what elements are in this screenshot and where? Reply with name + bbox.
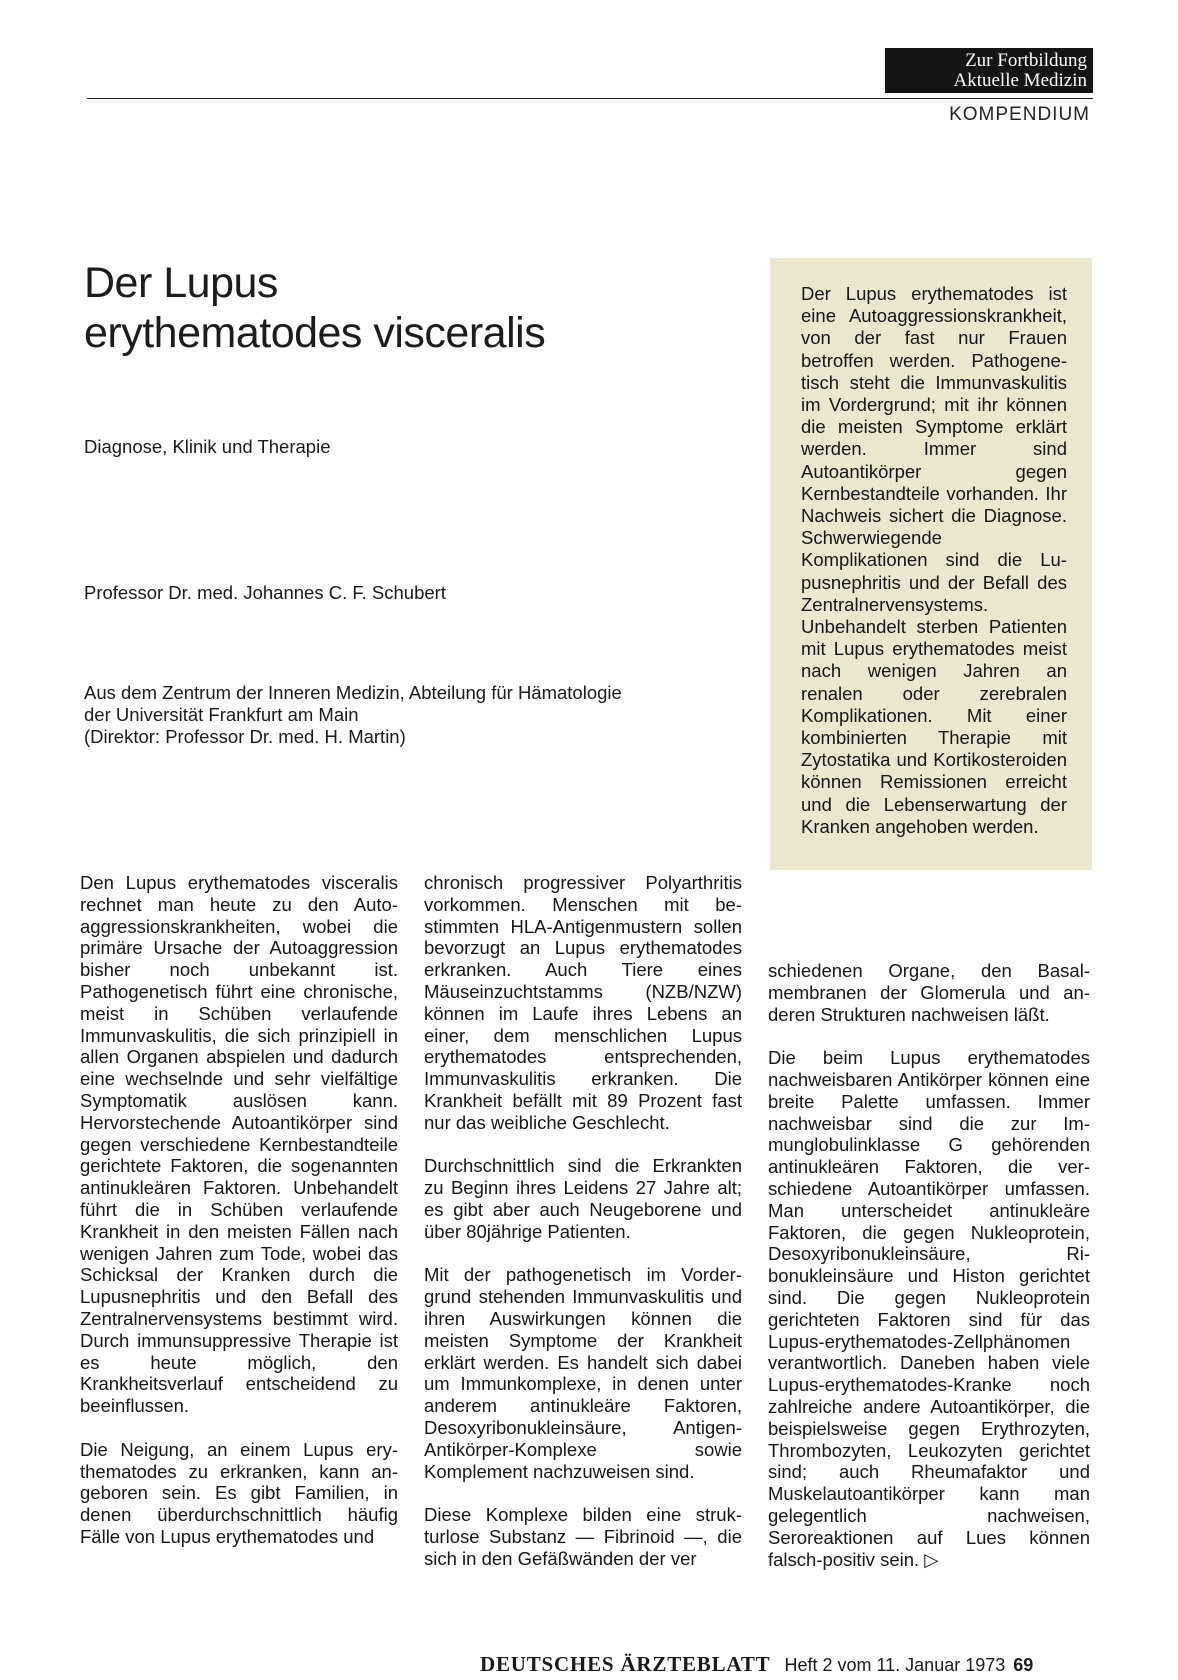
body-paragraph: Die Neigung, an einem Lupus erythematodes zu erkranken, kann angeboren sein. Es gibt Familien, in denen überdurchschnittlich häufig Fälle von Lupus erythematodes und (80, 1438, 398, 1547)
title-line-1: Der Lupus (84, 259, 278, 307)
body-paragraph: Mit der pathogenetisch im Vordergrund stehenden Immunvaskulitis und ihren Auswirkungen können die meisten Symptome der Krankheit erklärt werden. Es handelt sich dabei um Immunkomplexe, in denen unter anderem antinukleäre Faktoren, Desoxyribonukleinsäure, Antigen-Antikörper-Komplexe sowie Komplement nachzuweisen sind. (424, 1264, 742, 1482)
body-column-3 (768, 960, 1090, 1570)
issue-info: Heft 2 vom 11. Januar 1973 (784, 1655, 1006, 1675)
section-label: KOMPENDIUM (949, 104, 1090, 125)
page-footer (480, 1652, 1033, 1677)
body-paragraph: Diese Komplexe bilden eine strukturlose Substanz — Fibrinoid —, die sich in den Gefäßwänden der ver (424, 1504, 742, 1569)
journal-name: DEUTSCHES ÄRZTEBLATT (480, 1652, 771, 1676)
body-paragraph: Durchschnittlich sind die Erkrankten zu Beginn ihres Leidens 27 Jahre alt; es gibt aber auch Neugeborene und über 80jährige Patienten. (424, 1155, 742, 1242)
body-column-2 (424, 872, 742, 1570)
affiliation-line-2: der Universität Frankfurt am Main (84, 704, 359, 725)
body-column-1 (80, 872, 398, 1548)
author-affiliation (84, 682, 622, 748)
author-name: Professor Dr. med. Johannes C. F. Schubert (84, 582, 446, 603)
page-number: 69 (1013, 1655, 1034, 1675)
body-paragraph: schiedenen Organe, den Basalmembranen der Glomerula und anderen Strukturen nachweisen läßt. (768, 960, 1090, 1025)
body-paragraph: Den Lupus erythematodes visceralis rechnet man heute zu den Autoaggressionskrankheiten, wobei die primäre Ursache der Autoaggression bisher noch unbekannt ist. Pathogenetisch führt eine chronische, meist in Schüben verlaufende Immunvaskulitis, die sich prinzipiell in allen Organen abspielen und dadurch eine wechselnde und sehr vielfältige Symptomatik auslösen kann. Hervorstechende Autoantikörper sind gegen verschiedene Kernbestandteile gerichtete Faktoren, die sogenannten antinukleären Faktoren. Unbehandelt führt die in Schüben verlaufende Krankheit in den meisten Fällen nach wenigen Jahren zum Tode, wobei das Schicksal der Kranken durch die Lupusnephritis und den Befall des Zentralnervensystems bestimmt wird. Durch immunsuppressive Therapie ist es heute möglich, den Krankheitsverlauf entscheidend zu beeinflussen. (80, 872, 398, 1417)
title-line-2: erythematodes visceralis (84, 309, 546, 357)
body-paragraph: chronisch progressiver Polyarthritis vorkommen. Menschen mit bestimmten HLA-Antigenmustern sollen bevorzugt an Lupus erythematodes erkranken. Auch Tiere eines Mäuseinzuchtstamms (NZB/NZW) können im Laufe ihres Lebens an einer, dem menschlichen Lupus erythematodes entsprechenden, Immunvaskulitis erkranken. Die Krankheit befällt mit 89 Prozent fast nur das weibliche Geschlecht. (424, 872, 742, 1133)
article-title (84, 258, 545, 358)
affiliation-line-1: Aus dem Zentrum der Inneren Medizin, Abteilung für Hämatologie (84, 682, 622, 703)
badge-line-fortbildung: Zur Fortbildung (965, 50, 1087, 71)
header-rule (87, 98, 1093, 99)
badge-line-medizin: Aktuelle Medizin (953, 70, 1087, 91)
affiliation-line-3: (Direktor: Professor Dr. med. H. Martin) (84, 726, 406, 747)
abstract-text: Der Lupus erythematodes ist eine Autoaggressionskrankheit, von der fast nur Frauen betroffen werden. Pathogenetisch steht die Immunvaskulitis im Vordergrund; mit ihr können die meisten Symptome erklärt werden. Immer sind Autoantikörper gegen Kernbestandteile vorhanden. Ihr Nachweis sichert die Diagnose. Schwerwiegende Komplikationen sind die Lupusnephritis und der Befall des Zentralnervensystems. Unbehandelt sterben Patienten mit Lupus erythematodes meist nach wenigen Jahren an renalen oder zerebralen Komplikationen. Mit einer kombinierten Therapie mit Zytostatika und Kortikosteroiden können Remissionen erreicht und die Lebenserwartung der Kranken angehoben werden. (801, 283, 1067, 837)
category-badge (885, 48, 1093, 93)
article-subtitle: Diagnose, Klinik und Therapie (84, 436, 331, 457)
body-paragraph: Die beim Lupus erythematodes nachweisbaren Antikörper können eine breite Palette umfassen. Immer nachweisbar sind die zur Immunglobulinklasse G gehörenden antinukleären Faktoren, die verschiedene Autoantikörper umfassen. Man unterscheidet antinukleäre Faktoren, die gegen Nukleoprotein, Desoxyribonukleinsäure, Ribonukleinsäure und Histon gerichtet sind. Die gegen Nukleoprotein gerichteten Faktoren sind für das Lupus-erythematodes-Zellphänomen verantwortlich. Daneben haben viele Lupus-erythematodes-Kranke noch zahlreiche andere Autoantikörper, die beispielsweise gegen Erythrozyten, Thrombozyten, Leukozyten gerichtet sind; auch Rheumafaktor und Muskelautoantikörper kann man gelegentlich nachweisen, Seroreaktionen auf Lues können falsch-positiv sein. ▷ (768, 1047, 1090, 1570)
